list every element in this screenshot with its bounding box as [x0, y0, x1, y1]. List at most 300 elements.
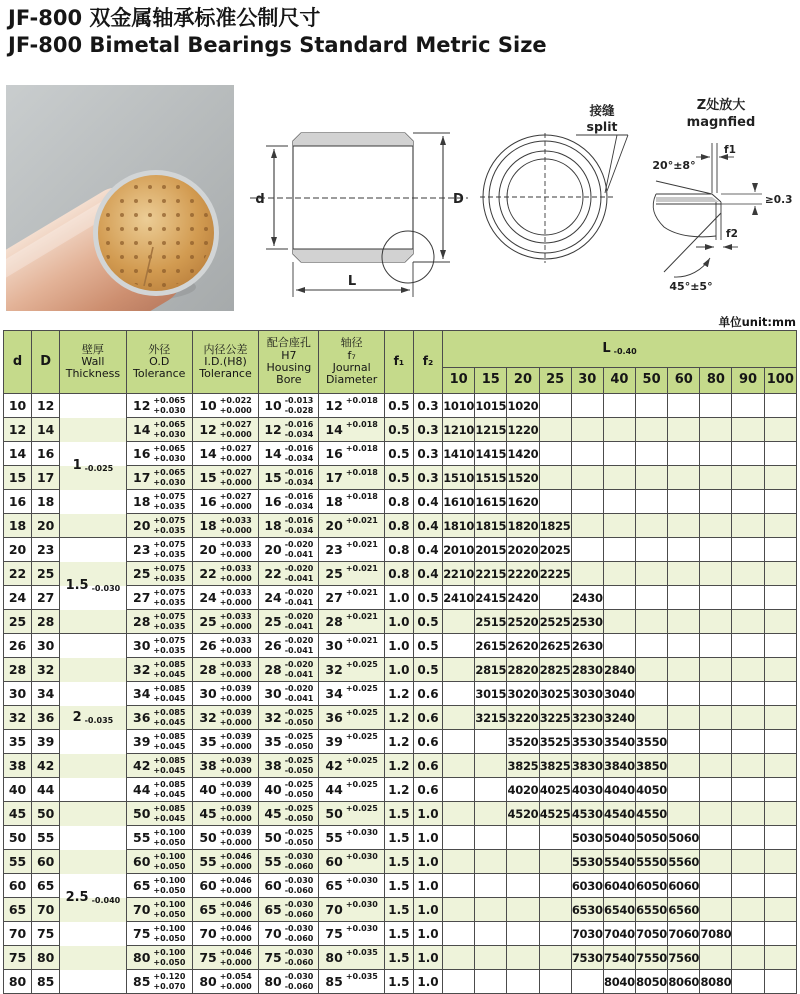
cell-L-40: 3840: [603, 754, 635, 778]
split-label-zh: 接缝: [589, 103, 615, 118]
title-block: [8, 5, 547, 59]
section-drawing: [238, 85, 478, 314]
cell-journal-diameter: 65 +0.030: [319, 874, 384, 898]
cell-L-100: [764, 418, 796, 442]
cell-f1: 1.5: [384, 970, 413, 994]
header-L-30: 30: [571, 368, 603, 394]
cell-L-25: 2525: [539, 610, 571, 634]
cell-L-15: [475, 730, 507, 754]
cell-f1: 1.0: [384, 610, 413, 634]
cell-journal-diameter: 44 +0.025: [319, 778, 384, 802]
cell-journal-diameter: 70 +0.030: [319, 898, 384, 922]
table-row: [4, 730, 797, 754]
cell-L-80: [700, 538, 732, 562]
cell-d: 45: [4, 802, 32, 826]
cell-od: 18 +0.075 +0.035: [126, 490, 192, 514]
cell-od: 32 +0.085 +0.045: [126, 658, 192, 682]
cell-L-15: [475, 850, 507, 874]
header-L-20: 20: [507, 368, 539, 394]
cell-id-tolerance: 28 +0.033 +0.000: [192, 658, 258, 682]
cell-L-40: 8040: [603, 970, 635, 994]
cell-L-10: [443, 946, 475, 970]
cell-housing-bore: 26 -0.020 -0.041: [259, 634, 319, 658]
detail-title-zh: Z处放大: [696, 98, 746, 113]
cell-housing-bore: 16 -0.016 -0.034: [259, 490, 319, 514]
cell-L-90: [732, 730, 764, 754]
cell-housing-bore: 25 -0.020 -0.041: [259, 610, 319, 634]
cell-wall: 2.5 -0.040: [60, 802, 126, 826]
cell-f2: 1.0: [413, 850, 442, 874]
cell-f2: 1.0: [413, 826, 442, 850]
cell-L-10: 1010: [443, 394, 475, 418]
cell-L-80: 8080: [700, 970, 732, 994]
cell-id-tolerance: 60 +0.046 +0.000: [192, 874, 258, 898]
cell-L-100: [764, 706, 796, 730]
cell-L-10: 2410: [443, 586, 475, 610]
cell-D: 34: [32, 682, 60, 706]
cell-L-25: [539, 922, 571, 946]
cell-D: 17: [32, 466, 60, 490]
header-L-80: 80: [700, 368, 732, 394]
cell-f1: 1.5: [384, 946, 413, 970]
cell-d: 28: [4, 658, 32, 682]
cell-f2: 1.0: [413, 874, 442, 898]
cell-L-40: [603, 418, 635, 442]
cell-L-80: [700, 514, 732, 538]
cell-L-15: 2415: [475, 586, 507, 610]
table-row: [4, 898, 797, 922]
cell-L-50: 4550: [636, 802, 668, 826]
cell-id-tolerance: 15 +0.027 +0.000: [192, 466, 258, 490]
cell-wall: [60, 778, 126, 802]
cell-L-25: 4525: [539, 802, 571, 826]
header-L-25: 25: [539, 368, 571, 394]
cell-L-60: [668, 754, 700, 778]
cell-f1: 0.8: [384, 490, 413, 514]
header-L-50: 50: [636, 368, 668, 394]
cell-d: 40: [4, 778, 32, 802]
cell-L-80: [700, 634, 732, 658]
cell-L-20: 3220: [507, 706, 539, 730]
table-row: [4, 922, 797, 946]
cell-f1: 1.5: [384, 850, 413, 874]
cell-L-100: [764, 442, 796, 466]
cell-D: 32: [32, 658, 60, 682]
cell-L-25: [539, 850, 571, 874]
cell-L-90: [732, 394, 764, 418]
cell-L-15: [475, 778, 507, 802]
cell-L-20: 1820: [507, 514, 539, 538]
cell-f2: 0.3: [413, 466, 442, 490]
min-gap-label: ≥0.3: [765, 194, 793, 206]
cell-L-20: [507, 922, 539, 946]
header-od-tolerance: 外径 O.D Tolerance: [126, 331, 192, 394]
cell-housing-bore: 15 -0.016 -0.034: [259, 466, 319, 490]
front-and-detail-drawing: [478, 85, 798, 314]
cell-L-30: [571, 514, 603, 538]
cell-d: 32: [4, 706, 32, 730]
cell-L-20: 2020: [507, 538, 539, 562]
cell-id-tolerance: 25 +0.033 +0.000: [192, 610, 258, 634]
cell-d: 25: [4, 610, 32, 634]
cell-f2: 0.5: [413, 586, 442, 610]
table-row: [4, 946, 797, 970]
table-row: [4, 706, 797, 730]
cell-id-tolerance: 26 +0.033 +0.000: [192, 634, 258, 658]
cell-L-10: [443, 922, 475, 946]
cell-f2: 0.5: [413, 658, 442, 682]
cell-L-15: 1615: [475, 490, 507, 514]
cell-L-30: 6030: [571, 874, 603, 898]
cell-id-tolerance: 75 +0.046 +0.000: [192, 946, 258, 970]
cell-L-30: [571, 466, 603, 490]
cell-L-10: [443, 850, 475, 874]
cell-L-60: [668, 466, 700, 490]
cell-L-90: [732, 874, 764, 898]
cell-housing-bore: 45 -0.025 -0.050: [259, 802, 319, 826]
cell-L-80: [700, 778, 732, 802]
cell-f1: 0.5: [384, 442, 413, 466]
cell-L-10: [443, 802, 475, 826]
cell-L-30: 4530: [571, 802, 603, 826]
cell-housing-bore: 32 -0.025 -0.050: [259, 706, 319, 730]
cell-L-25: [539, 394, 571, 418]
cell-L-50: [636, 442, 668, 466]
cell-L-30: 6530: [571, 898, 603, 922]
cell-journal-diameter: 75 +0.030: [319, 922, 384, 946]
cell-L-100: [764, 970, 796, 994]
cell-id-tolerance: 40 +0.039 +0.000: [192, 778, 258, 802]
dim-D-label: D: [453, 192, 464, 207]
cell-L-100: [764, 730, 796, 754]
cell-wall: [60, 922, 126, 946]
cell-f2: 1.0: [413, 922, 442, 946]
cell-id-tolerance: 14 +0.027 +0.000: [192, 442, 258, 466]
cell-L-15: [475, 874, 507, 898]
table-row: [4, 874, 797, 898]
cell-L-50: [636, 538, 668, 562]
cell-id-tolerance: 65 +0.046 +0.000: [192, 898, 258, 922]
cell-f2: 0.6: [413, 682, 442, 706]
cell-journal-diameter: 39 +0.025: [319, 730, 384, 754]
cell-D: 36: [32, 706, 60, 730]
cell-housing-bore: 80 -0.030 -0.060: [259, 970, 319, 994]
cell-D: 85: [32, 970, 60, 994]
cell-L-10: [443, 634, 475, 658]
cell-od: 39 +0.085 +0.045: [126, 730, 192, 754]
header-L-60: 60: [668, 368, 700, 394]
cell-housing-bore: 18 -0.016 -0.034: [259, 514, 319, 538]
cell-journal-diameter: 14 +0.018: [319, 418, 384, 442]
cell-L-15: 2815: [475, 658, 507, 682]
cell-od: 34 +0.085 +0.045: [126, 682, 192, 706]
cell-d: 26: [4, 634, 32, 658]
cell-od: 27 +0.075 +0.035: [126, 586, 192, 610]
cell-journal-diameter: 32 +0.025: [319, 658, 384, 682]
cell-L-25: 2025: [539, 538, 571, 562]
cell-L-30: 2830: [571, 658, 603, 682]
cell-L-80: [700, 562, 732, 586]
cell-id-tolerance: 10 +0.022 +0.000: [192, 394, 258, 418]
cell-L-90: [732, 634, 764, 658]
cell-d: 20: [4, 538, 32, 562]
cell-L-10: [443, 874, 475, 898]
cell-L-25: 3025: [539, 682, 571, 706]
cell-f2: 0.3: [413, 418, 442, 442]
cell-housing-bore: 14 -0.016 -0.034: [259, 442, 319, 466]
cell-wall: [60, 682, 126, 706]
cell-L-40: 3040: [603, 682, 635, 706]
cell-L-50: [636, 490, 668, 514]
cell-journal-diameter: 12 +0.018: [319, 394, 384, 418]
cell-L-90: [732, 490, 764, 514]
cell-D: 65: [32, 874, 60, 898]
cell-housing-bore: 40 -0.025 -0.050: [259, 778, 319, 802]
cell-d: 12: [4, 418, 32, 442]
cell-f2: 1.0: [413, 946, 442, 970]
cell-L-50: [636, 682, 668, 706]
cell-D: 12: [32, 394, 60, 418]
cell-L-50: [636, 394, 668, 418]
cell-od: 65 +0.100 +0.050: [126, 874, 192, 898]
cell-od: 44 +0.085 +0.045: [126, 778, 192, 802]
cell-L-100: [764, 850, 796, 874]
cell-L-20: 2220: [507, 562, 539, 586]
cell-id-tolerance: 38 +0.039 +0.000: [192, 754, 258, 778]
table-row: [4, 610, 797, 634]
cell-L-10: [443, 658, 475, 682]
cell-L-40: 4540: [603, 802, 635, 826]
cell-d: 65: [4, 898, 32, 922]
cell-L-25: [539, 946, 571, 970]
cell-L-20: 3825: [507, 754, 539, 778]
cell-L-90: [732, 586, 764, 610]
cell-f1: 0.8: [384, 514, 413, 538]
cell-L-50: 3550: [636, 730, 668, 754]
cell-L-50: [636, 418, 668, 442]
cell-L-40: [603, 586, 635, 610]
cell-housing-bore: 60 -0.030 -0.060: [259, 874, 319, 898]
cell-wall: [60, 826, 126, 850]
cell-L-30: [571, 442, 603, 466]
cell-d: 50: [4, 826, 32, 850]
cell-id-tolerance: 18 +0.033 +0.000: [192, 514, 258, 538]
cell-D: 80: [32, 946, 60, 970]
header-d: d: [4, 331, 32, 394]
f2-label: f2: [726, 228, 738, 240]
cell-L-50: 4050: [636, 778, 668, 802]
cell-L-20: [507, 850, 539, 874]
cell-od: 23 +0.075 +0.035: [126, 538, 192, 562]
cell-L-10: 1610: [443, 490, 475, 514]
cell-housing-bore: 30 -0.020 -0.041: [259, 682, 319, 706]
cell-journal-diameter: 50 +0.025: [319, 802, 384, 826]
cell-d: 14: [4, 442, 32, 466]
cell-L-60: [668, 610, 700, 634]
cell-journal-diameter: 17 +0.018: [319, 466, 384, 490]
cell-L-60: 5060: [668, 826, 700, 850]
cell-L-60: [668, 586, 700, 610]
cell-f2: 1.0: [413, 970, 442, 994]
cell-od: 60 +0.100 +0.050: [126, 850, 192, 874]
table-row: [4, 970, 797, 994]
detail-title-en: magnfied: [686, 115, 756, 130]
cell-wall: [60, 730, 126, 754]
cell-f1: 1.5: [384, 898, 413, 922]
cell-L-100: [764, 658, 796, 682]
cell-f2: 0.6: [413, 706, 442, 730]
cell-L-30: 5030: [571, 826, 603, 850]
cell-L-30: [571, 418, 603, 442]
cell-L-100: [764, 754, 796, 778]
unit-label: 单位unit:mm: [718, 315, 796, 329]
cell-L-10: [443, 682, 475, 706]
header-L: L -0.40: [443, 331, 797, 368]
cell-L-30: [571, 490, 603, 514]
cell-D: 50: [32, 802, 60, 826]
cell-L-60: [668, 418, 700, 442]
cell-wall: [60, 586, 126, 610]
cell-L-90: [732, 562, 764, 586]
table-row: [4, 826, 797, 850]
cell-L-25: [539, 826, 571, 850]
cell-id-tolerance: 70 +0.046 +0.000: [192, 922, 258, 946]
cell-journal-diameter: 42 +0.025: [319, 754, 384, 778]
cell-L-10: [443, 970, 475, 994]
cell-L-15: 3015: [475, 682, 507, 706]
cell-od: 16 +0.065 +0.030: [126, 442, 192, 466]
cell-L-40: 3240: [603, 706, 635, 730]
cell-f1: 1.0: [384, 586, 413, 610]
cell-L-90: [732, 922, 764, 946]
cell-L-50: 5550: [636, 850, 668, 874]
cell-L-60: 7060: [668, 922, 700, 946]
cell-L-40: 6040: [603, 874, 635, 898]
cell-L-100: [764, 562, 796, 586]
cell-L-10: 1810: [443, 514, 475, 538]
cell-L-40: [603, 562, 635, 586]
cell-L-80: [700, 658, 732, 682]
dim-d-label: d: [255, 192, 265, 207]
cell-L-25: 4025: [539, 778, 571, 802]
cell-wall: [60, 610, 126, 634]
page-title-zh: JF-800 双金属轴承标准公制尺寸: [8, 6, 321, 30]
header-id-tolerance: 内径公差 I.D.(H8) Tolerance: [192, 331, 258, 394]
cell-D: 20: [32, 514, 60, 538]
cell-L-50: 5050: [636, 826, 668, 850]
cell-L-100: [764, 586, 796, 610]
cell-L-90: [732, 754, 764, 778]
cell-wall: [60, 418, 126, 442]
cell-L-10: 1210: [443, 418, 475, 442]
header-f1: f₁: [384, 331, 413, 394]
cell-d: 80: [4, 970, 32, 994]
cell-L-40: 6540: [603, 898, 635, 922]
cell-L-80: [700, 682, 732, 706]
cell-L-30: [571, 562, 603, 586]
cell-L-80: [700, 394, 732, 418]
table-row: [4, 658, 797, 682]
cell-L-15: [475, 946, 507, 970]
cell-L-30: 2430: [571, 586, 603, 610]
cell-D: 30: [32, 634, 60, 658]
cell-id-tolerance: 30 +0.039 +0.000: [192, 682, 258, 706]
cell-L-80: [700, 706, 732, 730]
cell-L-25: 2225: [539, 562, 571, 586]
cell-journal-diameter: 27 +0.021: [319, 586, 384, 610]
cell-id-tolerance: 35 +0.039 +0.000: [192, 730, 258, 754]
cell-L-40: [603, 490, 635, 514]
table-row: [4, 634, 797, 658]
cell-L-80: [700, 754, 732, 778]
cell-housing-bore: 24 -0.020 -0.041: [259, 586, 319, 610]
cell-D: 18: [32, 490, 60, 514]
cell-f1: 1.2: [384, 706, 413, 730]
cell-L-40: [603, 634, 635, 658]
cell-L-60: [668, 490, 700, 514]
cell-L-90: [732, 778, 764, 802]
cell-housing-bore: 65 -0.030 -0.060: [259, 898, 319, 922]
cell-L-25: 3825: [539, 754, 571, 778]
header-L-90: 90: [732, 368, 764, 394]
cell-f2: 0.3: [413, 442, 442, 466]
page-title-en: JF-800 Bimetal Bearings Standard Metric Size: [8, 33, 547, 57]
cell-D: 70: [32, 898, 60, 922]
cell-L-30: 5530: [571, 850, 603, 874]
cell-f2: 0.5: [413, 634, 442, 658]
cell-L-15: 1215: [475, 418, 507, 442]
cell-L-20: 2820: [507, 658, 539, 682]
cell-L-100: [764, 682, 796, 706]
cell-L-10: 1410: [443, 442, 475, 466]
cell-L-50: 6050: [636, 874, 668, 898]
cell-od: 50 +0.085 +0.045: [126, 802, 192, 826]
cell-L-20: 4020: [507, 778, 539, 802]
cell-wall: [60, 514, 126, 538]
f1-label: f1: [724, 144, 736, 156]
cell-id-tolerance: 24 +0.033 +0.000: [192, 586, 258, 610]
cell-D: 44: [32, 778, 60, 802]
cell-wall: [60, 658, 126, 682]
cell-L-50: [636, 706, 668, 730]
cell-D: 23: [32, 538, 60, 562]
cell-L-80: [700, 610, 732, 634]
cell-L-50: [636, 562, 668, 586]
angle-bottom-label: 45°±5°: [669, 280, 713, 293]
cell-L-80: [700, 466, 732, 490]
cell-L-40: [603, 610, 635, 634]
cell-L-60: [668, 538, 700, 562]
cell-housing-bore: 38 -0.025 -0.050: [259, 754, 319, 778]
cell-L-100: [764, 922, 796, 946]
cell-L-40: [603, 538, 635, 562]
header-wall-thickness: 壁厚 Wall Thickness: [60, 331, 126, 394]
cell-f1: 0.8: [384, 538, 413, 562]
cell-L-100: [764, 538, 796, 562]
cell-L-25: [539, 466, 571, 490]
cell-L-30: 7030: [571, 922, 603, 946]
cell-L-100: [764, 778, 796, 802]
cell-L-80: [700, 802, 732, 826]
cell-journal-diameter: 25 +0.021: [319, 562, 384, 586]
cell-f1: 1.2: [384, 778, 413, 802]
cell-f1: 1.2: [384, 754, 413, 778]
cell-L-40: 7040: [603, 922, 635, 946]
cell-L-20: 2420: [507, 586, 539, 610]
cell-D: 42: [32, 754, 60, 778]
cell-D: 16: [32, 442, 60, 466]
cell-L-50: [636, 658, 668, 682]
